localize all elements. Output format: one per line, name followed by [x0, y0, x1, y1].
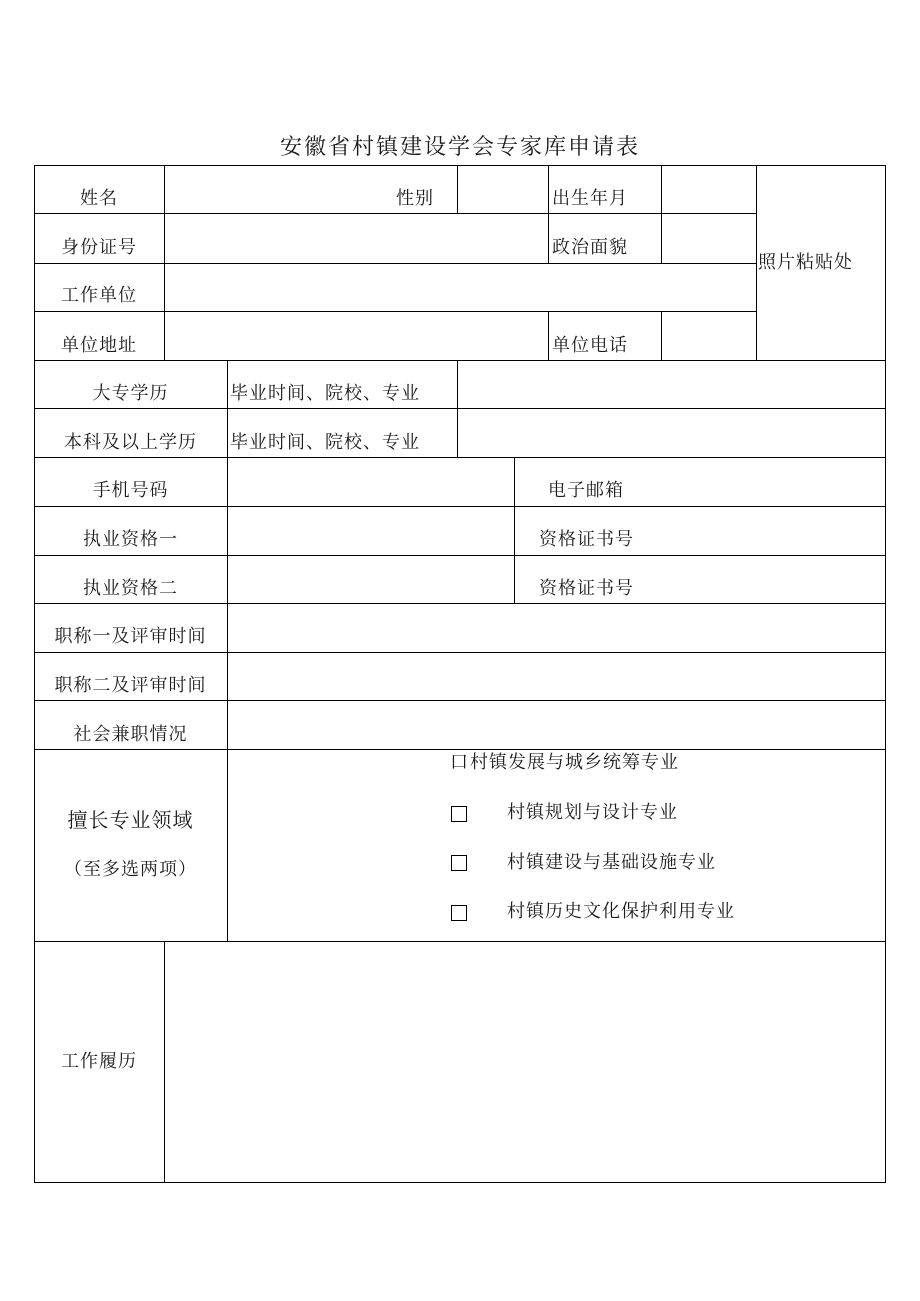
title-1-label: 职称一及评审时间 — [54, 626, 207, 647]
work-history-field[interactable] — [165, 942, 885, 1182]
birth-label: 出生年月 — [552, 188, 628, 209]
political-status-label: 政治面貌 — [552, 237, 628, 258]
qualification-1-label: 执业资格一 — [83, 529, 178, 550]
id-number-field[interactable] — [165, 214, 548, 263]
social-roles-field[interactable] — [228, 701, 885, 749]
name-field[interactable] — [165, 166, 395, 213]
cert-no-2-label: 资格证书号 — [539, 578, 634, 599]
employer-label: 工作单位 — [61, 285, 137, 306]
title-2-label: 职称二及评审时间 — [54, 675, 207, 696]
option-1-checkbox[interactable]: 口 — [450, 752, 469, 773]
option-1-label: 村镇发展与城乡统筹专业 — [470, 752, 679, 773]
option-4-checkbox[interactable] — [451, 905, 467, 921]
title-1-field[interactable] — [228, 604, 885, 652]
option-2-checkbox[interactable] — [451, 806, 467, 822]
qualification-2-label: 执业资格二 — [83, 578, 178, 599]
qualification-2-field[interactable] — [228, 556, 514, 603]
social-roles-label: 社会兼职情况 — [73, 724, 188, 745]
email-label: 电子邮箱 — [548, 480, 624, 501]
junior-college-field[interactable] — [458, 361, 885, 408]
mobile-field[interactable] — [228, 458, 514, 506]
id-number-label: 身份证号 — [61, 237, 137, 258]
gender-field[interactable] — [458, 166, 548, 213]
employer-phone-field[interactable] — [662, 312, 756, 360]
mobile-label: 手机号码 — [92, 480, 169, 501]
photo-area[interactable] — [757, 166, 885, 360]
option-2-label: 村镇规划与设计专业 — [507, 802, 678, 823]
expertise-label: 擅长专业领域 — [67, 808, 194, 832]
option-4-label: 村镇历史文化保护利用专业 — [507, 901, 735, 922]
employer-field[interactable] — [165, 264, 756, 311]
name-label: 姓名 — [80, 188, 118, 209]
cert-no-1-label: 资格证书号 — [539, 529, 634, 550]
employer-phone-label: 单位电话 — [552, 335, 628, 356]
option-3-checkbox[interactable] — [451, 855, 467, 871]
option-3-label: 村镇建设与基础设施专业 — [507, 852, 716, 873]
grad-info-label-1: 毕业时间、院校、专业 — [230, 383, 420, 404]
junior-college-label: 大专学历 — [92, 383, 169, 404]
employer-address-field[interactable] — [165, 312, 548, 360]
gender-label: 性别 — [396, 188, 434, 209]
form-title: 安徽省村镇建设学会专家库申请表 — [279, 135, 640, 160]
employer-address-label: 单位地址 — [61, 335, 137, 356]
photo-area-label: 照片粘贴处 — [758, 252, 853, 273]
bachelor-label: 本科及以上学历 — [64, 432, 197, 453]
bachelor-field[interactable] — [458, 409, 885, 457]
work-history-label: 工作履历 — [61, 1051, 137, 1072]
birth-field[interactable] — [662, 166, 756, 213]
political-status-field[interactable] — [662, 214, 756, 263]
qualification-1-field[interactable] — [228, 507, 514, 555]
title-2-field[interactable] — [228, 653, 885, 700]
grad-info-label-2: 毕业时间、院校、专业 — [230, 432, 420, 453]
expertise-note: （至多选两项） — [64, 859, 197, 880]
